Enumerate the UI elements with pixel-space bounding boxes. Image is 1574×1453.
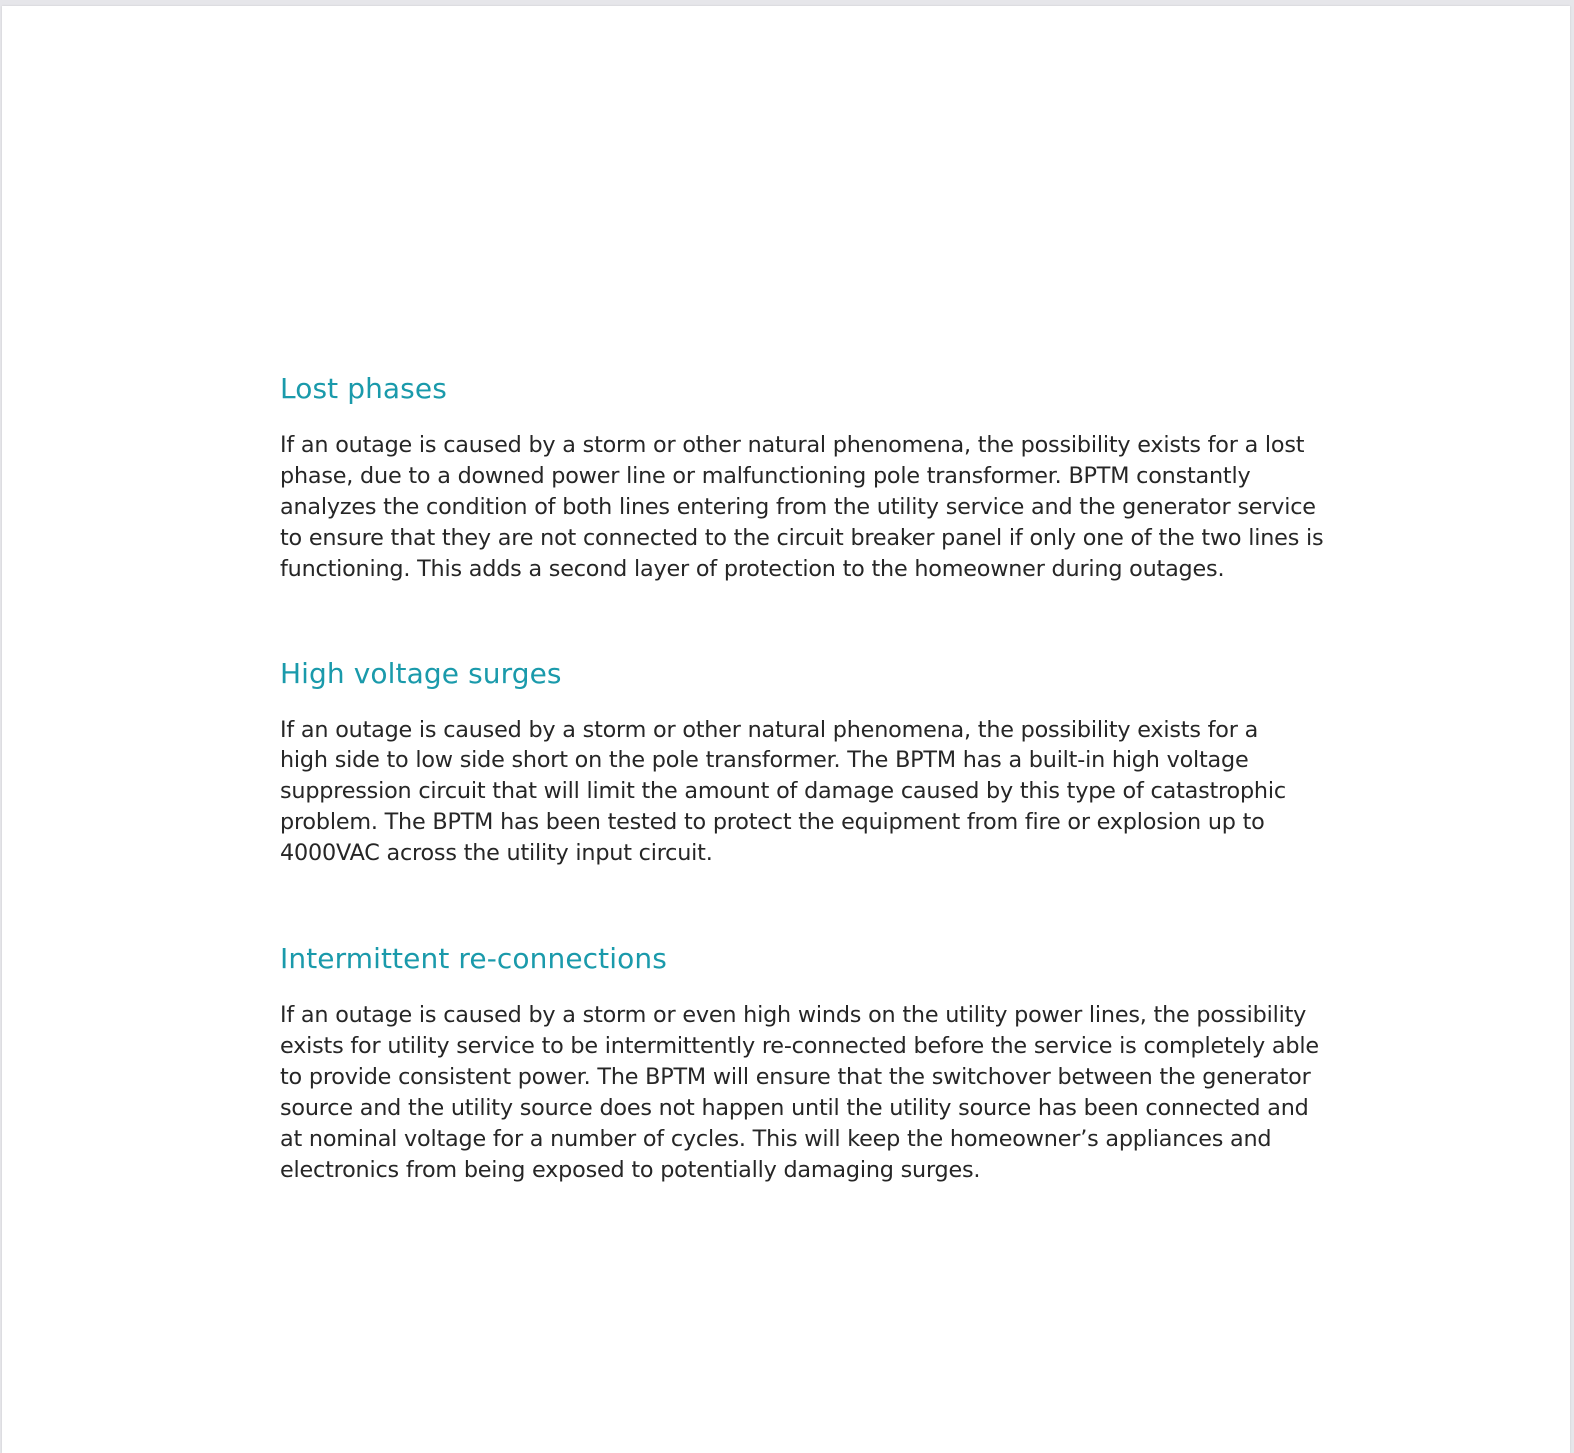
body-line: to ensure that they are not connected to the circuit breaker panel if only one of the two lines is xyxy=(280,524,1324,551)
body-line: If an outage is caused by a storm or other natural phenomena, the possibility exists for a xyxy=(280,716,1259,743)
body-line: 4000VAC across the utility input circuit. xyxy=(280,840,713,867)
body-line: If an outage is caused by a storm or other natural phenomena, the possibility exists for a lost xyxy=(280,432,1305,458)
body-line: high side to low side short on the pole transformer. The BPTM has a built-in high voltage xyxy=(280,747,1249,774)
section-heading: High voltage surges xyxy=(280,656,562,690)
body-line: suppression circuit that will limit the amount of damage caused by this type of catastrophic xyxy=(280,778,1286,805)
section-heading: Lost phases xyxy=(280,372,447,405)
section-body xyxy=(280,1000,1319,1185)
body-line: at nominal voltage for a number of cycles. This will keep the homeowner’s appliances and xyxy=(280,1125,1272,1152)
body-line: analyzes the condition of both lines entering from the utility service and the generator service xyxy=(280,493,1316,520)
body-line: problem. The BPTM has been tested to protect the equipment from fire or explosion up to xyxy=(280,809,1265,836)
section-intermittent-reconnections xyxy=(280,940,1319,1185)
body-line: source and the utility source does not happen until the utility source has been connected and xyxy=(280,1094,1309,1121)
document-content xyxy=(280,370,1324,1186)
section-body xyxy=(280,430,1324,585)
document-page xyxy=(2,6,1570,1453)
body-line: If an outage is caused by a storm or even high winds on the utility power lines, the possibility xyxy=(280,1002,1307,1029)
body-line: functioning. This adds a second layer of protection to the homeowner during outages. xyxy=(280,555,1225,582)
section-lost-phases xyxy=(280,370,1324,585)
body-line: to provide consistent power. The BPTM will ensure that the switchover between the generator xyxy=(280,1063,1311,1090)
section-high-voltage-surges xyxy=(280,655,1290,870)
body-line: electronics from being exposed to potentially damaging surges. xyxy=(280,1156,981,1183)
section-body xyxy=(280,715,1290,870)
section-heading: Intermittent re-connections xyxy=(280,942,667,976)
body-line: phase, due to a downed power line or malfunctioning pole transformer. BPTM constantly xyxy=(280,462,1251,489)
body-line: exists for utility service to be intermittently re-connected before the service is completely able xyxy=(280,1032,1319,1059)
